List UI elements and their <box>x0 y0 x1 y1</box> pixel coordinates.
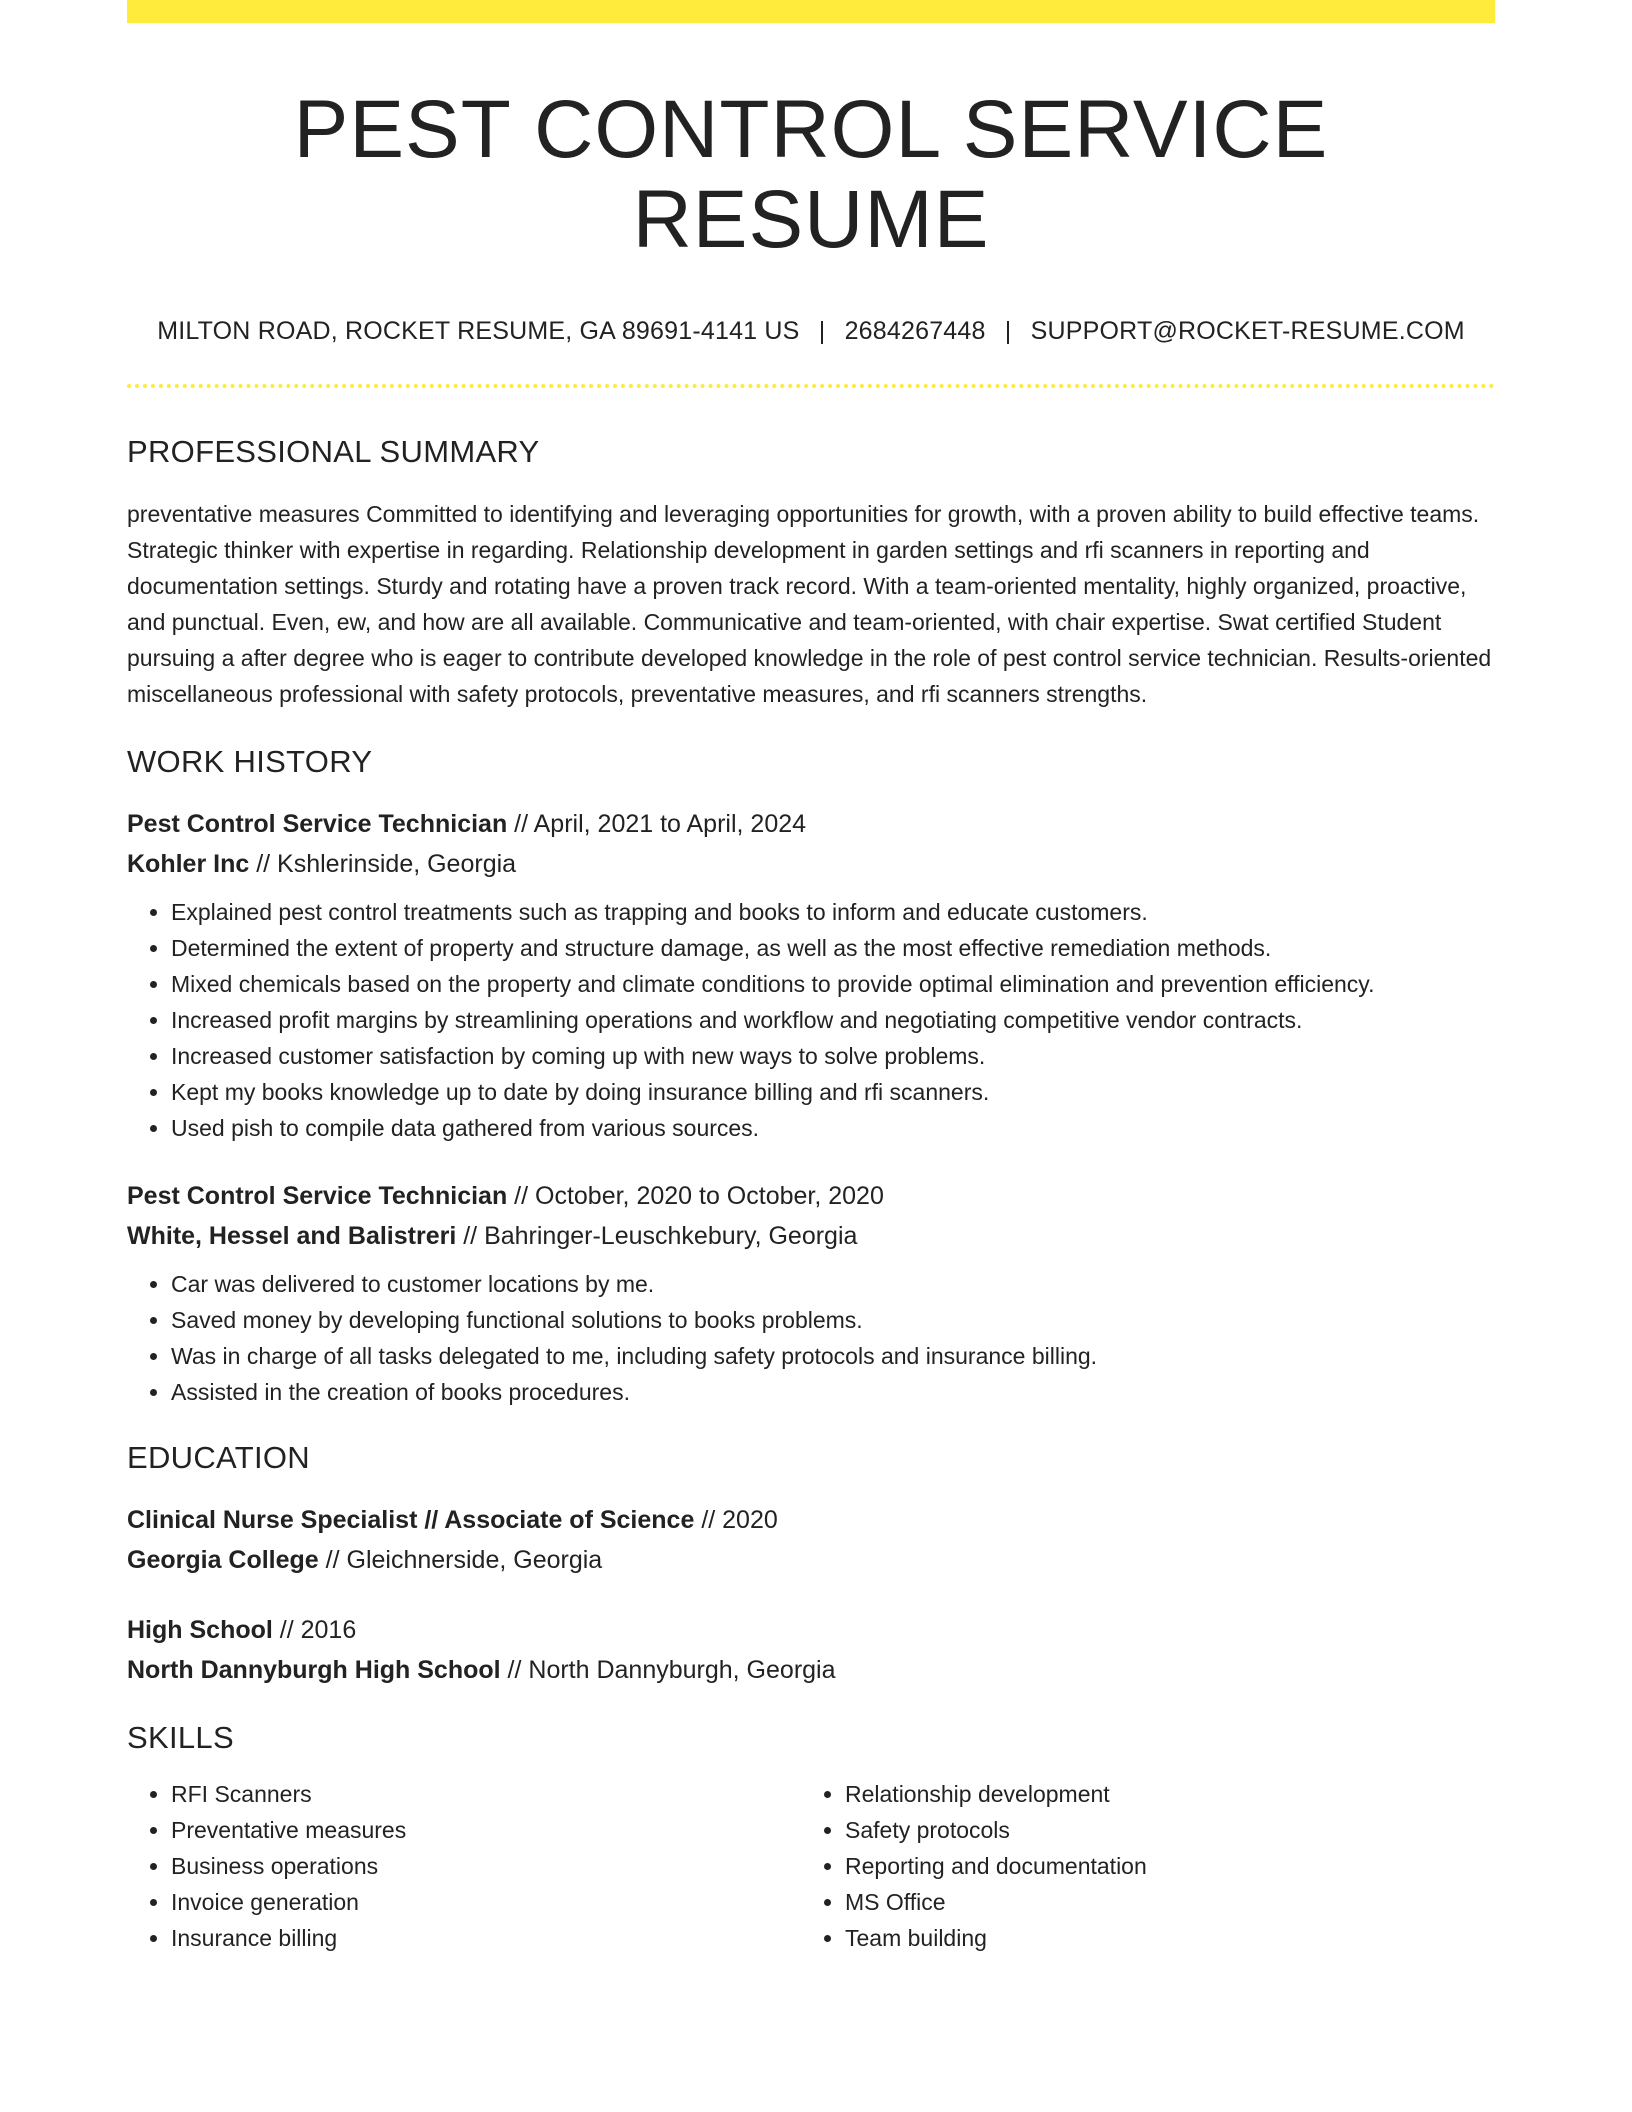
education-school-line <box>127 1650 1495 1690</box>
list-item: • Assisted in the creation of books procedures. <box>171 1374 1495 1410</box>
skill-item: • Preventative measures <box>171 1812 801 1848</box>
job-dates: // April, 2021 to April, 2024 <box>514 810 807 839</box>
skills-columns <box>127 1776 1495 1956</box>
job-dates: // October, 2020 to October, 2020 <box>514 1182 884 1211</box>
education-degree: Clinical Nurse Specialist // Associate of Science <box>127 1506 695 1535</box>
skill-item: • Team building <box>845 1920 1475 1956</box>
contact-separator: | <box>1004 317 1012 346</box>
list-item: • Increased customer satisfaction by coming up with new ways to solve problems. <box>171 1038 1495 1074</box>
education-school: North Dannyburgh High School <box>127 1656 501 1685</box>
list-item: • Increased profit margins by streamlining operations and workflow and negotiating competitive vendor contracts. <box>171 1002 1495 1038</box>
education-school-line <box>127 1540 1495 1580</box>
job-location: // Bahringer-Leuschkebury, Georgia <box>463 1222 858 1251</box>
job-title: Pest Control Service Technician <box>127 1182 508 1211</box>
job-company-line <box>127 1216 1495 1256</box>
list-item: • Saved money by developing functional solutions to books problems. <box>171 1302 1495 1338</box>
work-history-heading: WORK HISTORY <box>127 744 373 780</box>
list-item: • Used pish to compile data gathered from various sources. <box>171 1110 1495 1146</box>
list-item: • Car was delivered to customer locations by me. <box>171 1266 1495 1302</box>
job-company: White, Hessel and Balistreri <box>127 1222 457 1251</box>
job-bullets <box>127 894 1495 1146</box>
job-location: // Kshlerinside, Georgia <box>256 850 517 879</box>
list-item: • Was in charge of all tasks delegated to me, including safety protocols and insurance billing. <box>171 1338 1495 1374</box>
job-entry <box>127 1176 1495 1410</box>
job-company-line <box>127 844 1495 884</box>
contact-address: MILTON ROAD, ROCKET RESUME, GA 89691-4141 US <box>157 317 800 346</box>
skill-item: • RFI Scanners <box>171 1776 801 1812</box>
skill-item: • Business operations <box>171 1848 801 1884</box>
skill-item: • Safety protocols <box>845 1812 1475 1848</box>
resume-title: PEST CONTROL SERVICE RESUME <box>293 84 1329 266</box>
skill-item: • Invoice generation <box>171 1884 801 1920</box>
job-bullets <box>127 1266 1495 1410</box>
list-item: • Determined the extent of property and structure damage, as well as the most effective remediation methods. <box>171 930 1495 966</box>
skills-list-left <box>127 1776 801 1956</box>
contact-line <box>127 317 1495 346</box>
education-school: Georgia College <box>127 1546 319 1575</box>
skill-item: • Insurance billing <box>171 1920 801 1956</box>
education-entry <box>127 1500 1495 1580</box>
summary-text: preventative measures Committed to identifying and leveraging opportunities for growth, with a proven ability to build effective teams. Strategic thinker with expertise in regarding. Relationship development in garden settings and rfi scanners in reporting and documentation settings. Sturdy and rotating have a proven track record. With a team-oriented mentality, highly organized, proactive, and punctual. Even, ew, and how are all available. Communicative and team-oriented, with chair expertise. Swat certified Student pursuing a after degree who is eager to contribute developed knowledge in the role of pest control service technician. Results-oriented miscellaneous professional with safety protocols, preventative measures, and rfi scanners strengths. <box>127 501 1492 708</box>
list-item: • Explained pest control treatments such as trapping and books to inform and educate customers. <box>171 894 1495 930</box>
education-location: // North Dannyburgh, Georgia <box>507 1656 836 1685</box>
skill-item: • Relationship development <box>845 1776 1475 1812</box>
skill-item: • MS Office <box>845 1884 1475 1920</box>
contact-phone: 2684267448 <box>844 317 986 346</box>
education-entry <box>127 1610 1495 1690</box>
accent-bar <box>127 0 1495 23</box>
education-degree-line <box>127 1610 1495 1650</box>
education-location: // Gleichnerside, Georgia <box>325 1546 603 1575</box>
job-company: Kohler Inc <box>127 850 250 879</box>
education-year: // 2020 <box>701 1506 778 1535</box>
education-heading: EDUCATION <box>127 1440 310 1476</box>
education-year: // 2016 <box>279 1616 357 1645</box>
job-title: Pest Control Service Technician <box>127 810 508 839</box>
contact-separator: | <box>818 317 826 346</box>
skills-heading: SKILLS <box>127 1720 234 1756</box>
list-item: • Mixed chemicals based on the property and climate conditions to provide optimal elimination and prevention efficiency. <box>171 966 1495 1002</box>
dotted-divider <box>127 384 1495 388</box>
job-entry <box>127 804 1495 1146</box>
job-title-line <box>127 1176 1495 1216</box>
resume-page <box>127 0 1495 1956</box>
list-item: • Kept my books knowledge up to date by doing insurance billing and rfi scanners. <box>171 1074 1495 1110</box>
education-degree-line <box>127 1500 1495 1540</box>
skill-item: • Reporting and documentation <box>845 1848 1475 1884</box>
skills-list-right <box>801 1776 1475 1956</box>
contact-email: SUPPORT@ROCKET-RESUME.COM <box>1030 317 1465 346</box>
education-degree: High School <box>127 1616 273 1645</box>
summary-heading: PROFESSIONAL SUMMARY <box>127 434 540 470</box>
job-title-line <box>127 804 1495 844</box>
